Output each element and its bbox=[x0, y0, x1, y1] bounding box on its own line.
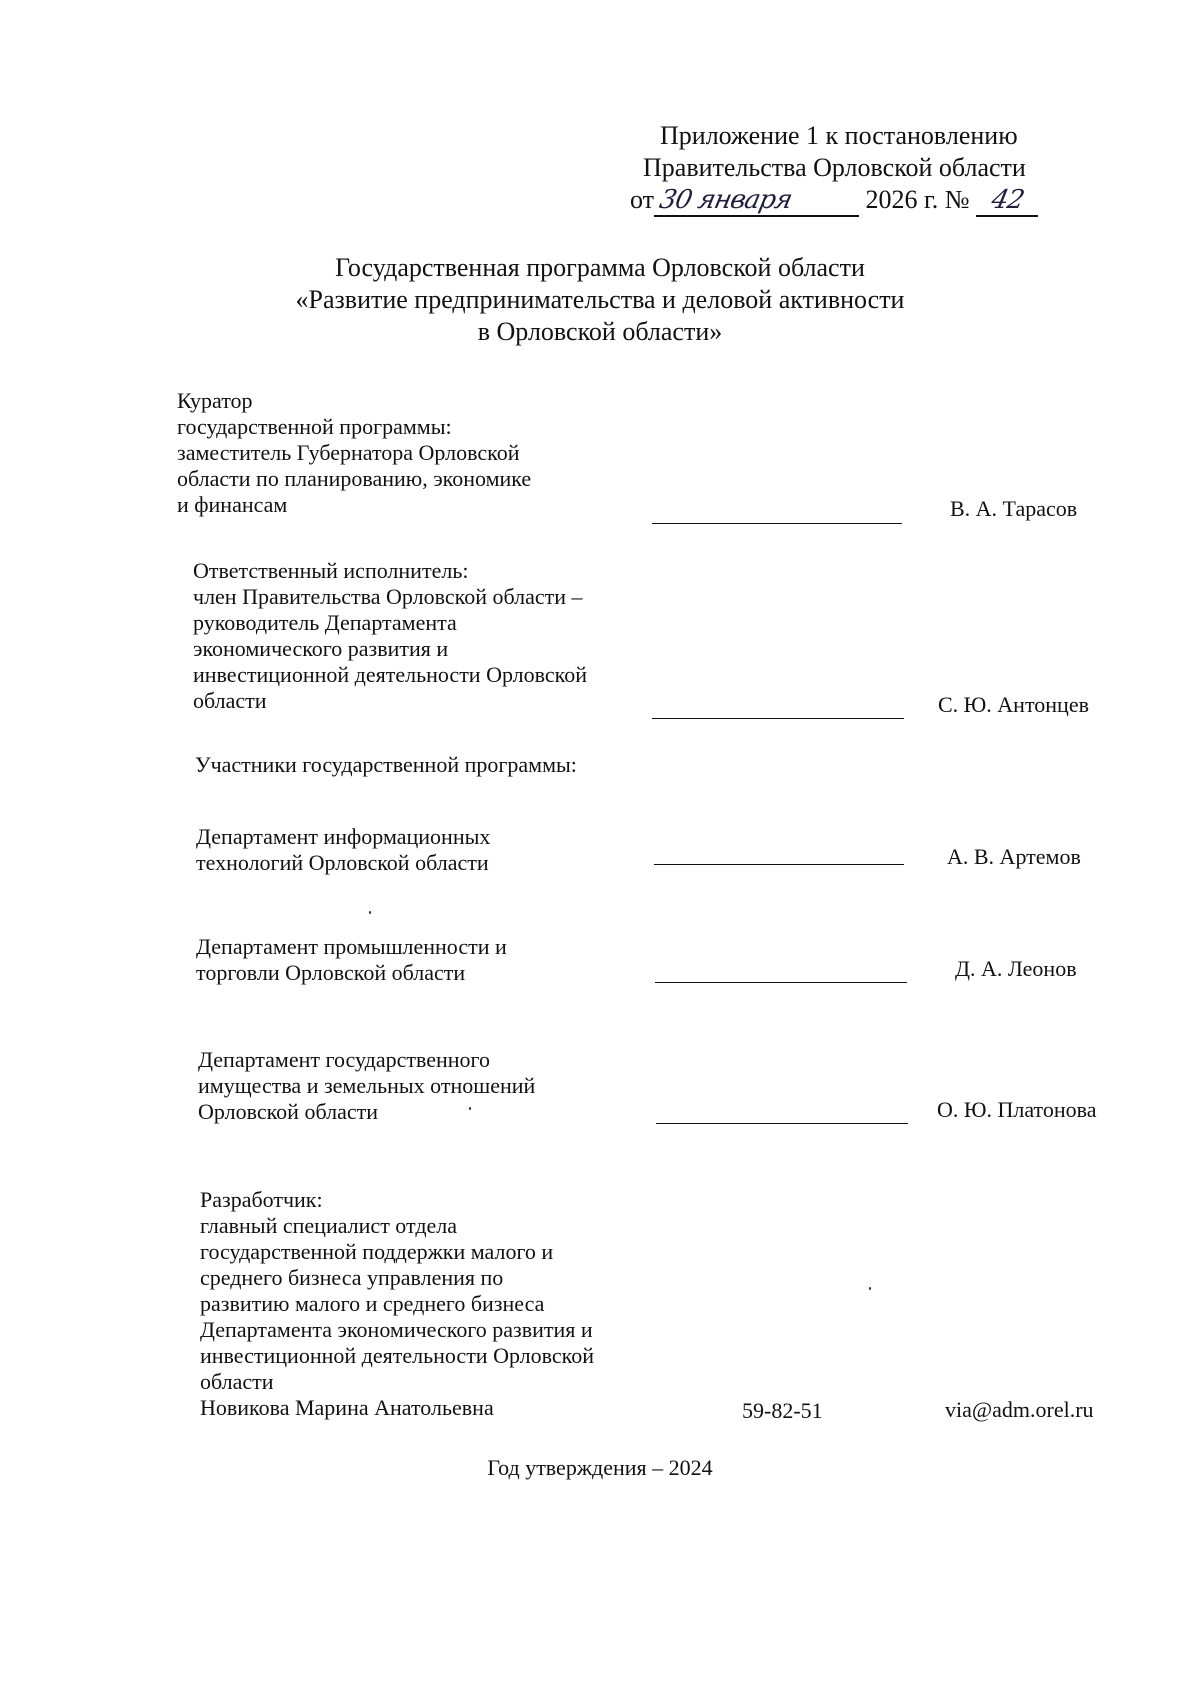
participant-signature-line bbox=[654, 864, 904, 865]
curator-block bbox=[177, 388, 531, 518]
executor-line: области bbox=[193, 688, 267, 713]
developer-line: главный специалист отдела bbox=[200, 1213, 458, 1238]
participant-signer: Д. А. Леонов bbox=[955, 956, 1077, 981]
title-line-3: в Орловской области» bbox=[477, 317, 723, 346]
number-field bbox=[976, 187, 1038, 217]
participant-signer: О. Ю. Платонова bbox=[937, 1097, 1097, 1122]
participant-signature-line bbox=[656, 1123, 908, 1124]
title-line-2: «Развитие предпринимательства и деловой активности bbox=[295, 285, 905, 314]
developer-line: Департамента экономического развития и bbox=[200, 1317, 593, 1342]
curator-line: области по планированию, экономике bbox=[177, 466, 532, 491]
executor-signature-line bbox=[652, 718, 904, 719]
participant-signer: А. В. Артемов bbox=[947, 844, 1081, 869]
approval-year: Год утверждения – 2024 bbox=[487, 1455, 713, 1480]
developer-block bbox=[200, 1187, 594, 1421]
program-title bbox=[250, 252, 950, 348]
appendix-line-1: Приложение 1 к постановлению bbox=[660, 121, 1018, 150]
participant-signature-line bbox=[655, 982, 907, 983]
executor-signer: С. Ю. Антонцев bbox=[938, 692, 1089, 717]
developer-line: инвестиционной деятельности Орловской bbox=[200, 1343, 595, 1368]
curator-line: заместитель Губернатора Орловской bbox=[177, 440, 520, 465]
participant-line: Департамент информационных bbox=[196, 824, 491, 849]
participant-line: торговли Орловской области bbox=[196, 960, 466, 985]
participant-block bbox=[198, 1047, 535, 1125]
developer-line: государственной поддержки малого и bbox=[200, 1239, 554, 1264]
developer-line: Разработчик: bbox=[200, 1187, 323, 1212]
participant-line: технологий Орловской области bbox=[196, 850, 489, 875]
executor-line: член Правительства Орловской области – bbox=[193, 584, 583, 609]
curator-line: государственной программы: bbox=[177, 414, 452, 439]
participant-block bbox=[196, 824, 490, 876]
appendix-date-line bbox=[630, 184, 1038, 217]
executor-line: инвестиционной деятельности Орловской bbox=[193, 662, 588, 687]
executor-line: экономического развития и bbox=[193, 636, 449, 661]
participant-line: Орловской области bbox=[198, 1099, 378, 1124]
developer-line: развитию малого и среднего бизнеса bbox=[200, 1291, 545, 1316]
executor-line: Ответственный исполнитель: bbox=[193, 558, 469, 583]
date-field bbox=[654, 187, 859, 217]
executor-block bbox=[193, 558, 587, 714]
appendix-line-2: Правительства Орловской области bbox=[643, 153, 1026, 182]
date-prefix: от bbox=[630, 185, 655, 214]
participant-line: Департамент государственного bbox=[198, 1047, 491, 1072]
developer-name: Новикова Марина Анатольевна bbox=[200, 1395, 494, 1420]
developer-line: области bbox=[200, 1369, 274, 1394]
number-handwritten: 42 bbox=[988, 185, 1026, 215]
developer-email: via@adm.orel.ru bbox=[945, 1397, 1094, 1422]
curator-signer: В. А. Тарасов bbox=[950, 496, 1078, 521]
scan-speck bbox=[369, 911, 371, 914]
participant-block bbox=[196, 934, 507, 986]
executor-line: руководитель Департамента bbox=[193, 610, 457, 635]
title-line-1: Государственная программа Орловской области bbox=[335, 253, 865, 282]
developer-phone: 59-82-51 bbox=[742, 1398, 823, 1423]
date-handwritten: 30 января bbox=[656, 185, 795, 215]
curator-line: и финансам bbox=[177, 492, 288, 517]
curator-signature-line bbox=[652, 523, 902, 524]
participants-heading: Участники государственной программы: bbox=[195, 752, 577, 777]
curator-line: Куратор bbox=[177, 388, 253, 413]
scan-speck bbox=[469, 1107, 471, 1110]
scan-speck bbox=[869, 1287, 871, 1290]
participant-line: Департамент промышленности и bbox=[196, 934, 507, 959]
year-text: 2026 г. № bbox=[865, 185, 970, 214]
developer-line: среднего бизнеса управления по bbox=[200, 1265, 504, 1290]
participant-line: имущества и земельных отношений bbox=[198, 1073, 536, 1098]
